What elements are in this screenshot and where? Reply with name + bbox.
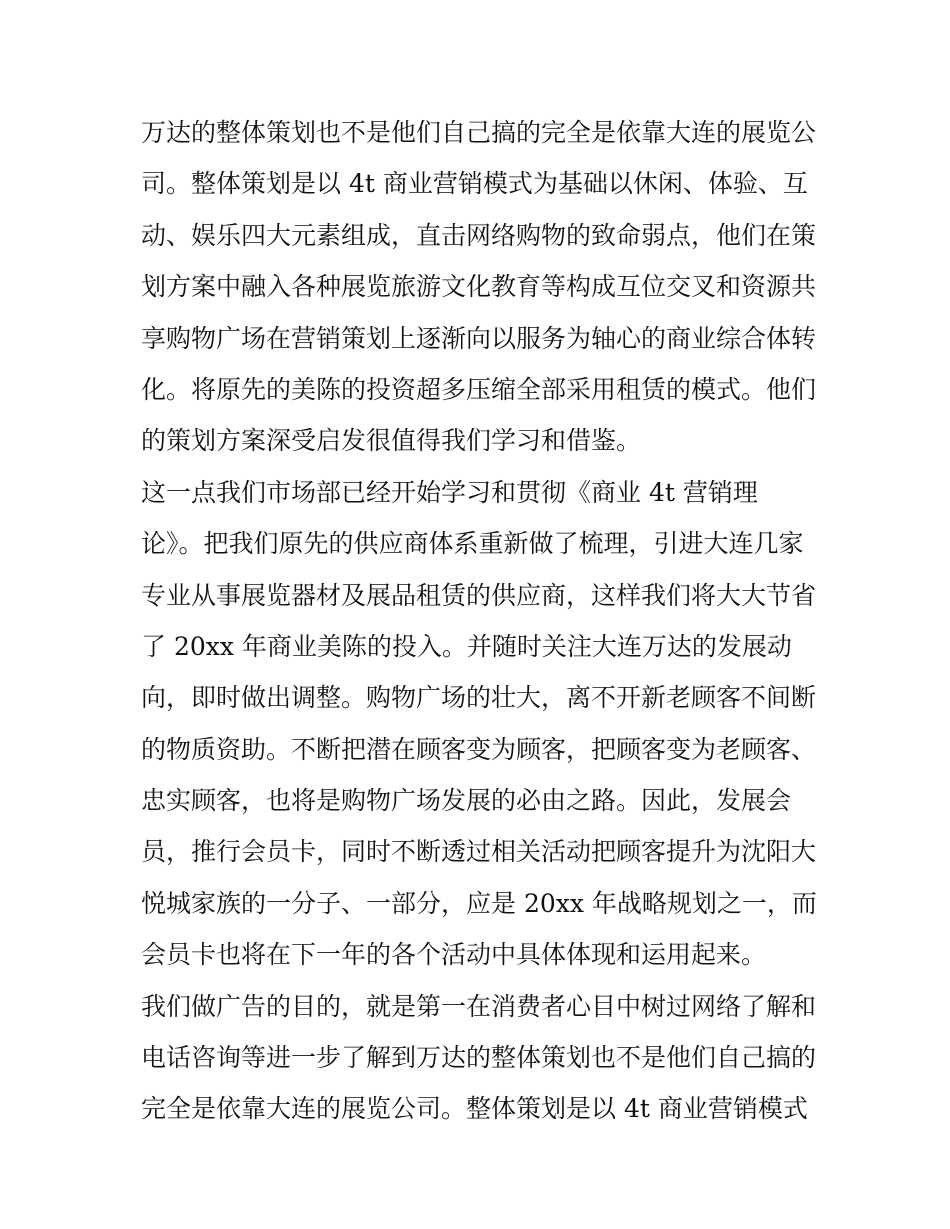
text-line: 的策划方案深受启发很值得我们学习和借鉴。 [141,426,642,456]
text-line: 动、娱乐四大元素组成，直击网络购物的致命弱点，他们在策 [141,220,817,250]
text-line: 了 20xx 年商业美陈的投入。并随时关注大连万达的发展动 [141,631,792,661]
text-line: 享购物广场在营销策划上逐渐向以服务为轴心的商业综合体转 [141,323,817,353]
text-line: 论》。把我们原先的供应商体系重新做了梳理，引进大连几家 [141,529,804,559]
text-line: 化。将原先的美陈的投资超多压缩全部采用租赁的模式。他们 [141,374,817,404]
text-line: 万达的整体策划也不是他们自己搞的完全是依靠大连的展览公 [141,118,817,147]
body-text [141,107,821,1135]
text-line: 划方案中融入各种展览旅游文化教育等构成互位交叉和资源共 [141,272,817,302]
text-line: 完全是依靠大连的展览公司。整体策划是以 4t 商业营销模式 [141,1094,808,1124]
text-line: 忠实顾客，也将是购物广场发展的必由之路。因此，发展会 [141,786,792,816]
text-line: 司。整体策划是以 4t 商业营销模式为基础以休闲、体验、互 [141,169,808,199]
text-line: 悦城家族的一分子、一部分，应是 20xx 年战略规划之一，而 [141,888,817,918]
text-line: 的物质资助。不断把潜在顾客变为顾客，把顾客变为老顾客、 [141,734,817,764]
text-line: 员，推行会员卡，同时不断透过相关活动把顾客提升为沈阳大 [141,837,817,867]
text-line: 向，即时做出调整。购物广场的壮大，离不开新老顾客不间断 [141,683,817,713]
text-line: 专业从事展览器材及展品租赁的供应商，这样我们将大大节省 [141,580,817,610]
text-line: 会员卡也将在下一年的各个活动中具体体现和运用起来。 [141,940,767,970]
text-line: 我们做广告的目的，就是第一在消费者心目中树过网络了解和 [141,991,817,1021]
text-line: 这一点我们市场部已经开始学习和贯彻《商业 4t 营销理 [141,477,758,507]
text-line: 电话咨询等进一步了解到万达的整体策划也不是他们自己搞的 [141,1043,817,1073]
